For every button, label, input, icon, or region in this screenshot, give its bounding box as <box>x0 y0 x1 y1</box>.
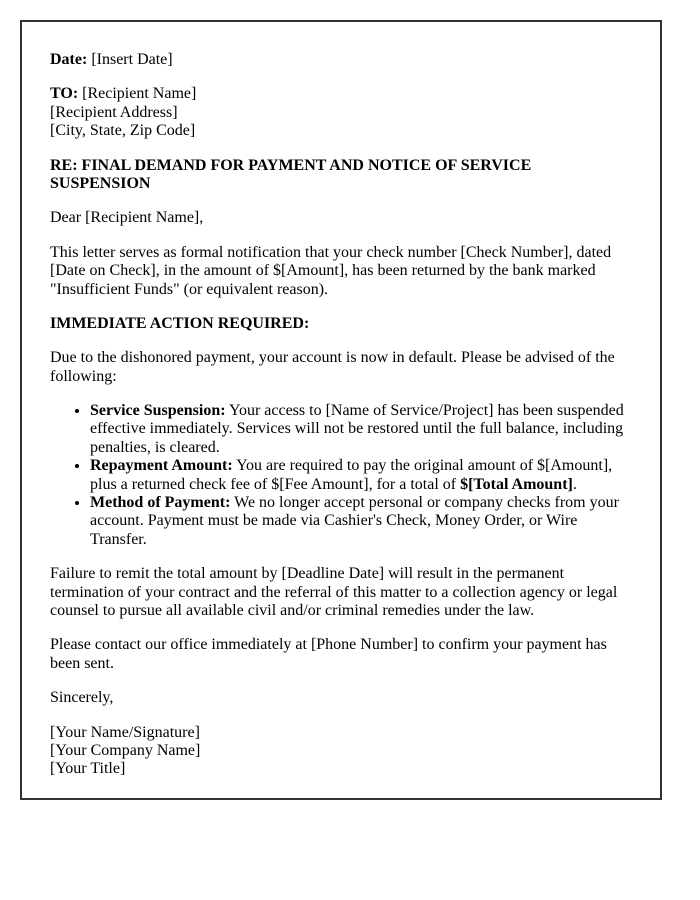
bullet-list <box>50 402 630 549</box>
to-label: TO: <box>50 85 79 103</box>
bullet-tail: . <box>572 475 577 493</box>
bullet-label: Service Suspension: <box>90 402 226 420</box>
signature-name: [Your Name/Signature] <box>50 723 200 741</box>
bullet-item-repayment-amount <box>90 457 630 494</box>
paragraph-failure: Failure to remit the total amount by [Deadline Date] will result in the permanent termination of your contract and the referral of this matter to a collection agency or legal counsel to pursue all available civil and/or criminal remedies under the law. <box>50 565 618 619</box>
signature-company: [Your Company Name] <box>50 741 201 759</box>
paragraph-contact: Please contact our office immediately at [Phone Number] to confirm your payment has been sent. <box>50 636 607 672</box>
paragraph-notification: This letter serves as formal notification that your check number [Check Number], dated [Date on Check], in the amount of $[Amount], has been returned by the bank marked "Insufficient Funds" (or equivalent reason). <box>50 243 612 298</box>
subject-line: RE: FINAL DEMAND FOR PAYMENT AND NOTICE OF SERVICE SUSPENSION <box>50 156 532 192</box>
bullet-bold-tail: $[Total Amount] <box>460 475 573 493</box>
recipient-name: [Recipient Name] <box>78 85 197 103</box>
date-value: [Insert Date] <box>87 51 173 68</box>
signature-title: [Your Title] <box>50 760 126 778</box>
bullet-label: Repayment Amount: <box>90 457 233 475</box>
salutation: Dear [Recipient Name], <box>50 209 204 227</box>
date-line <box>50 51 630 69</box>
closing: Sincerely, <box>50 689 114 707</box>
bullet-label: Method of Payment: <box>90 494 231 512</box>
recipient-address: [Recipient Address] <box>50 103 178 121</box>
date-label: Date: <box>50 51 88 68</box>
bullet-item-method-of-payment <box>90 494 630 549</box>
letter-page <box>20 20 662 800</box>
action-required-heading: IMMEDIATE ACTION REQUIRED: <box>50 314 310 332</box>
bullet-text: Your access to [Name of Service/Project] has been suspended effective immediately. Services will not be restored until the full balance, including penalties, is cleared. <box>90 402 624 456</box>
recipient-block <box>50 85 630 140</box>
bullet-item-service-suspension <box>90 402 630 457</box>
bullet-text: You are required to pay the original amount of $[Amount], plus a returned check fee of $[Fee Amount], for a total of <box>90 457 613 493</box>
bullet-text: We no longer accept personal or company checks from your account. Payment must be made via Cashier's Check, Money Order, or Wire Transfer. <box>90 494 619 548</box>
signature-block <box>50 724 630 779</box>
recipient-city: [City, State, Zip Code] <box>50 122 196 140</box>
paragraph-default: Due to the dishonored payment, your account is now in default. Please be advised of the following: <box>50 349 615 385</box>
